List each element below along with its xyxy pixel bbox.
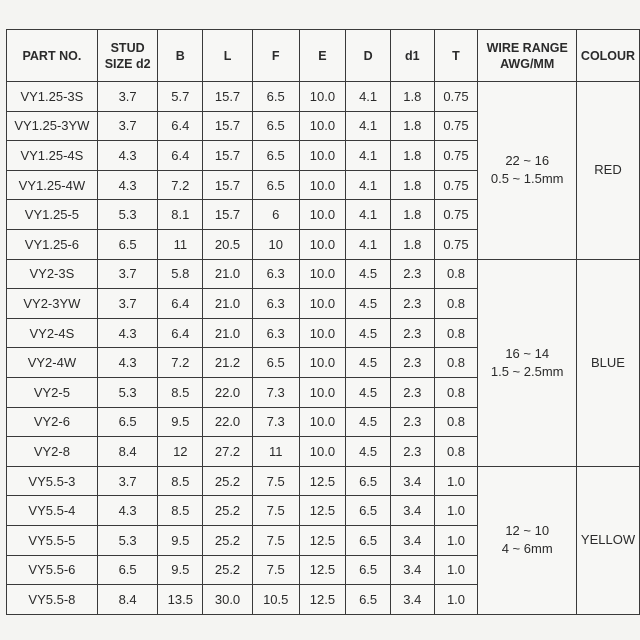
cell-d1: 2.3 (390, 348, 434, 378)
cell-t: 0.75 (434, 82, 478, 112)
cell-d1: 1.8 (390, 82, 434, 112)
cell-wire-range (478, 82, 577, 260)
col-header-l: L (203, 30, 253, 82)
cell-l: 15.7 (203, 82, 253, 112)
cell-l: 22.0 (203, 377, 253, 407)
cell-d1: 3.4 (390, 466, 434, 496)
cell-b: 9.5 (158, 407, 203, 437)
cell-part-no: VY1.25-4S (7, 141, 98, 171)
table-row (7, 466, 640, 496)
cell-e: 10.0 (299, 141, 346, 171)
cell-e: 12.5 (299, 525, 346, 555)
col-header-wire-line1: WIRE RANGE (486, 40, 568, 55)
cell-t: 1.0 (434, 585, 478, 615)
col-header-wire-range (478, 30, 577, 82)
col-header-stud-line1: STUD (110, 40, 145, 55)
cell-part-no: VY2-5 (7, 377, 98, 407)
cell-l: 15.7 (203, 141, 253, 171)
wire-range-awg: 16 ~ 14 (505, 345, 550, 361)
cell-l: 15.7 (203, 200, 253, 230)
cell-t: 0.75 (434, 141, 478, 171)
cell-stud-size: 5.3 (97, 200, 158, 230)
cell-stud-size: 4.3 (97, 170, 158, 200)
cell-b: 9.5 (158, 555, 203, 585)
col-header-t: T (434, 30, 478, 82)
cell-e: 12.5 (299, 585, 346, 615)
cell-d1: 2.3 (390, 437, 434, 467)
cell-stud-size: 3.7 (97, 466, 158, 496)
cell-t: 1.0 (434, 525, 478, 555)
cell-e: 10.0 (299, 111, 346, 141)
cell-b: 7.2 (158, 170, 203, 200)
cell-d1: 3.4 (390, 525, 434, 555)
cell-stud-size: 4.3 (97, 141, 158, 171)
cell-d1: 2.3 (390, 318, 434, 348)
cell-t: 0.8 (434, 437, 478, 467)
cell-d: 4.1 (346, 111, 391, 141)
cell-t: 0.8 (434, 377, 478, 407)
cell-d: 4.1 (346, 229, 391, 259)
cell-t: 1.0 (434, 555, 478, 585)
table-row (7, 259, 640, 289)
cell-part-no: VY5.5-3 (7, 466, 98, 496)
cell-part-no: VY2-4W (7, 348, 98, 378)
cell-stud-size: 5.3 (97, 377, 158, 407)
cell-f: 10.5 (252, 585, 299, 615)
cell-stud-size: 5.3 (97, 525, 158, 555)
cell-d1: 3.4 (390, 496, 434, 526)
wire-range-mm: 1.5 ~ 2.5mm (490, 363, 564, 379)
cell-t: 0.8 (434, 259, 478, 289)
cell-t: 1.0 (434, 496, 478, 526)
cell-d: 4.1 (346, 82, 391, 112)
cell-stud-size: 4.3 (97, 318, 158, 348)
cell-t: 0.8 (434, 318, 478, 348)
cell-stud-size: 6.5 (97, 555, 158, 585)
cell-part-no: VY5.5-5 (7, 525, 98, 555)
col-header-d: D (346, 30, 391, 82)
cell-part-no: VY1.25-3S (7, 82, 98, 112)
cell-t: 0.8 (434, 407, 478, 437)
cell-b: 6.4 (158, 141, 203, 171)
cell-e: 10.0 (299, 318, 346, 348)
cell-f: 7.3 (252, 377, 299, 407)
cell-e: 10.0 (299, 407, 346, 437)
cell-f: 6.3 (252, 289, 299, 319)
cell-f: 10 (252, 229, 299, 259)
cell-f: 6.5 (252, 348, 299, 378)
cell-l: 25.2 (203, 555, 253, 585)
col-header-e: E (299, 30, 346, 82)
cell-b: 5.7 (158, 82, 203, 112)
col-header-part-no: PART NO. (7, 30, 98, 82)
cell-stud-size: 3.7 (97, 82, 158, 112)
cell-l: 25.2 (203, 525, 253, 555)
cell-d: 4.5 (346, 318, 391, 348)
cell-f: 6 (252, 200, 299, 230)
cell-d: 4.5 (346, 348, 391, 378)
cell-e: 12.5 (299, 496, 346, 526)
wire-range-mm: 4 ~ 6mm (501, 541, 553, 557)
cell-stud-size: 3.7 (97, 289, 158, 319)
cell-d: 6.5 (346, 555, 391, 585)
cell-e: 12.5 (299, 555, 346, 585)
cell-d1: 3.4 (390, 555, 434, 585)
cell-t: 0.75 (434, 111, 478, 141)
cell-f: 6.3 (252, 318, 299, 348)
cell-f: 6.5 (252, 141, 299, 171)
header-row (7, 30, 640, 82)
cell-d1: 2.3 (390, 289, 434, 319)
cell-f: 6.5 (252, 111, 299, 141)
cell-f: 7.5 (252, 466, 299, 496)
cell-part-no: VY5.5-6 (7, 555, 98, 585)
cell-l: 15.7 (203, 111, 253, 141)
cell-d: 4.1 (346, 141, 391, 171)
col-header-stud-line2: SIZE d2 (104, 56, 151, 71)
cell-d: 4.1 (346, 200, 391, 230)
cell-b: 8.5 (158, 466, 203, 496)
cell-l: 21.0 (203, 259, 253, 289)
cell-part-no: VY5.5-8 (7, 585, 98, 615)
cell-f: 7.3 (252, 407, 299, 437)
cell-e: 10.0 (299, 82, 346, 112)
cell-t: 0.8 (434, 289, 478, 319)
cell-part-no: VY2-3S (7, 259, 98, 289)
table-row (7, 82, 640, 112)
cell-stud-size: 4.3 (97, 348, 158, 378)
cell-f: 7.5 (252, 496, 299, 526)
col-header-d1: d1 (390, 30, 434, 82)
cell-f: 11 (252, 437, 299, 467)
cell-b: 6.4 (158, 289, 203, 319)
wire-range-mm: 0.5 ~ 1.5mm (490, 171, 564, 187)
cell-e: 10.0 (299, 170, 346, 200)
cell-d: 6.5 (346, 496, 391, 526)
cell-b: 8.5 (158, 377, 203, 407)
cell-l: 25.2 (203, 496, 253, 526)
cell-l: 15.7 (203, 170, 253, 200)
cell-d: 6.5 (346, 466, 391, 496)
col-header-stud-size (97, 30, 158, 82)
cell-d: 4.5 (346, 407, 391, 437)
cell-d1: 2.3 (390, 407, 434, 437)
cell-stud-size: 8.4 (97, 585, 158, 615)
cell-d1: 3.4 (390, 585, 434, 615)
cell-t: 0.8 (434, 348, 478, 378)
cell-e: 10.0 (299, 289, 346, 319)
cell-wire-range (478, 259, 577, 466)
cell-b: 9.5 (158, 525, 203, 555)
cell-part-no: VY2-3YW (7, 289, 98, 319)
col-header-f: F (252, 30, 299, 82)
cell-b: 8.5 (158, 496, 203, 526)
cell-b: 7.2 (158, 348, 203, 378)
cell-d: 4.5 (346, 377, 391, 407)
cell-d: 4.5 (346, 259, 391, 289)
cell-t: 0.75 (434, 200, 478, 230)
cell-b: 6.4 (158, 111, 203, 141)
cell-d: 6.5 (346, 525, 391, 555)
cell-e: 10.0 (299, 229, 346, 259)
cell-b: 6.4 (158, 318, 203, 348)
col-header-b: B (158, 30, 203, 82)
cell-d: 4.5 (346, 437, 391, 467)
cell-part-no: VY5.5-4 (7, 496, 98, 526)
cell-e: 10.0 (299, 348, 346, 378)
cell-t: 0.75 (434, 170, 478, 200)
cell-stud-size: 6.5 (97, 407, 158, 437)
cell-stud-size: 3.7 (97, 259, 158, 289)
cell-part-no: VY2-4S (7, 318, 98, 348)
cell-colour: YELLOW (577, 466, 640, 614)
cell-stud-size: 4.3 (97, 496, 158, 526)
cell-wire-range (478, 466, 577, 614)
col-header-colour: COLOUR (577, 30, 640, 82)
cell-e: 10.0 (299, 200, 346, 230)
wire-range-awg: 22 ~ 16 (505, 153, 550, 169)
specification-table (6, 29, 640, 615)
cell-f: 7.5 (252, 525, 299, 555)
cell-f: 7.5 (252, 555, 299, 585)
cell-l: 22.0 (203, 407, 253, 437)
cell-b: 8.1 (158, 200, 203, 230)
cell-e: 10.0 (299, 259, 346, 289)
col-header-wire-line2: AWG/MM (500, 56, 555, 71)
table-body (7, 82, 640, 615)
cell-d1: 1.8 (390, 229, 434, 259)
cell-colour: RED (577, 82, 640, 260)
cell-e: 12.5 (299, 466, 346, 496)
cell-stud-size: 6.5 (97, 229, 158, 259)
cell-b: 13.5 (158, 585, 203, 615)
cell-d1: 1.8 (390, 170, 434, 200)
cell-f: 6.3 (252, 259, 299, 289)
cell-f: 6.5 (252, 170, 299, 200)
cell-colour: BLUE (577, 259, 640, 466)
cell-part-no: VY2-6 (7, 407, 98, 437)
cell-l: 25.2 (203, 466, 253, 496)
cell-l: 27.2 (203, 437, 253, 467)
cell-e: 10.0 (299, 437, 346, 467)
cell-l: 21.2 (203, 348, 253, 378)
cell-part-no: VY1.25-6 (7, 229, 98, 259)
cell-d: 4.1 (346, 170, 391, 200)
cell-d1: 1.8 (390, 200, 434, 230)
cell-d1: 2.3 (390, 259, 434, 289)
cell-l: 21.0 (203, 289, 253, 319)
cell-t: 1.0 (434, 466, 478, 496)
cell-d1: 1.8 (390, 141, 434, 171)
wire-range-awg: 12 ~ 10 (505, 523, 550, 539)
cell-d: 6.5 (346, 585, 391, 615)
cell-d1: 1.8 (390, 111, 434, 141)
cell-part-no: VY1.25-4W (7, 170, 98, 200)
cell-e: 10.0 (299, 377, 346, 407)
cell-t: 0.75 (434, 229, 478, 259)
cell-d1: 2.3 (390, 377, 434, 407)
cell-part-no: VY1.25-3YW (7, 111, 98, 141)
cell-f: 6.5 (252, 82, 299, 112)
cell-stud-size: 3.7 (97, 111, 158, 141)
cell-b: 12 (158, 437, 203, 467)
cell-l: 30.0 (203, 585, 253, 615)
cell-l: 20.5 (203, 229, 253, 259)
cell-b: 5.8 (158, 259, 203, 289)
cell-l: 21.0 (203, 318, 253, 348)
cell-stud-size: 8.4 (97, 437, 158, 467)
cell-part-no: VY2-8 (7, 437, 98, 467)
cell-d: 4.5 (346, 289, 391, 319)
cell-part-no: VY1.25-5 (7, 200, 98, 230)
cell-b: 11 (158, 229, 203, 259)
